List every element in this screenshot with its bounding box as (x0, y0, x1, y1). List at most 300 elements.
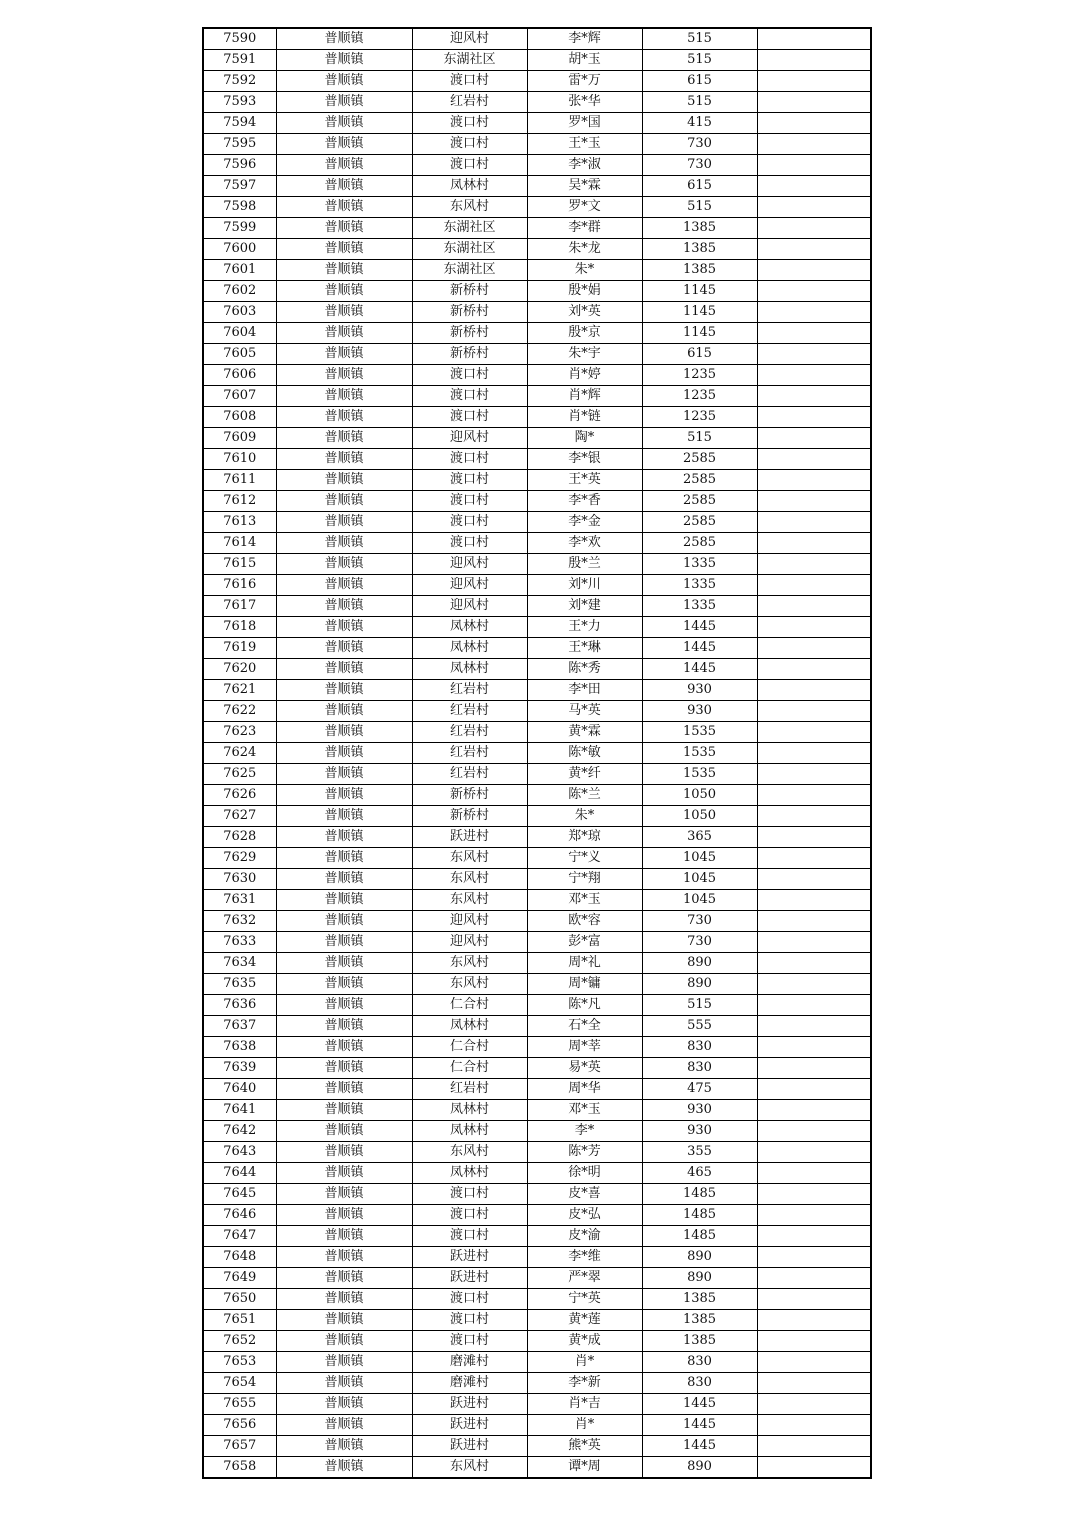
table-row (203, 722, 871, 743)
row-number-cell: 7653 (203, 1352, 276, 1373)
amount-cell: 1385 (642, 218, 757, 239)
name-cell: 皮*喜 (527, 1184, 642, 1205)
row-number-cell: 7612 (203, 491, 276, 512)
town-cell: 普顺镇 (276, 890, 412, 911)
table-row (203, 1394, 871, 1415)
village-cell: 东风村 (412, 953, 527, 974)
table-row (203, 92, 871, 113)
table-row (203, 827, 871, 848)
row-number-cell: 7640 (203, 1079, 276, 1100)
remark-cell (757, 428, 871, 449)
amount-cell: 830 (642, 1037, 757, 1058)
town-cell: 普顺镇 (276, 1226, 412, 1247)
remark-cell (757, 155, 871, 176)
remark-cell (757, 974, 871, 995)
town-cell: 普顺镇 (276, 596, 412, 617)
amount-cell: 465 (642, 1163, 757, 1184)
town-cell: 普顺镇 (276, 680, 412, 701)
village-cell: 跃进村 (412, 827, 527, 848)
town-cell: 普顺镇 (276, 323, 412, 344)
village-cell: 跃进村 (412, 1436, 527, 1457)
table-row (203, 1289, 871, 1310)
row-number-cell: 7631 (203, 890, 276, 911)
row-number-cell: 7618 (203, 617, 276, 638)
town-cell: 普顺镇 (276, 1247, 412, 1268)
name-cell: 欧*容 (527, 911, 642, 932)
remark-cell (757, 806, 871, 827)
row-number-cell: 7637 (203, 1016, 276, 1037)
town-cell: 普顺镇 (276, 50, 412, 71)
name-cell: 李*淑 (527, 155, 642, 176)
town-cell: 普顺镇 (276, 260, 412, 281)
remark-cell (757, 302, 871, 323)
name-cell: 肖*婷 (527, 365, 642, 386)
name-cell: 张*华 (527, 92, 642, 113)
name-cell: 朱*宇 (527, 344, 642, 365)
row-number-cell: 7646 (203, 1205, 276, 1226)
amount-cell: 1335 (642, 596, 757, 617)
remark-cell (757, 1331, 871, 1352)
table-row (203, 449, 871, 470)
row-number-cell: 7634 (203, 953, 276, 974)
name-cell: 黄*莲 (527, 1310, 642, 1331)
row-number-cell: 7636 (203, 995, 276, 1016)
row-number-cell: 7602 (203, 281, 276, 302)
amount-cell: 515 (642, 92, 757, 113)
village-cell: 迎风村 (412, 554, 527, 575)
name-cell: 朱*龙 (527, 239, 642, 260)
name-cell: 李*新 (527, 1373, 642, 1394)
row-number-cell: 7638 (203, 1037, 276, 1058)
amount-cell: 830 (642, 1058, 757, 1079)
row-number-cell: 7597 (203, 176, 276, 197)
remark-cell (757, 890, 871, 911)
table-row (203, 407, 871, 428)
village-cell: 渡口村 (412, 386, 527, 407)
name-cell: 周*莘 (527, 1037, 642, 1058)
village-cell: 东风村 (412, 869, 527, 890)
table-row (203, 617, 871, 638)
remark-cell (757, 281, 871, 302)
table-row (203, 1100, 871, 1121)
remark-cell (757, 1247, 871, 1268)
name-cell: 吴*霖 (527, 176, 642, 197)
village-cell: 渡口村 (412, 491, 527, 512)
amount-cell: 1535 (642, 743, 757, 764)
name-cell: 罗*文 (527, 197, 642, 218)
amount-cell: 1445 (642, 1415, 757, 1436)
amount-cell: 1385 (642, 1310, 757, 1331)
town-cell: 普顺镇 (276, 1037, 412, 1058)
amount-cell: 890 (642, 974, 757, 995)
village-cell: 凤林村 (412, 1121, 527, 1142)
amount-cell: 2585 (642, 491, 757, 512)
village-cell: 渡口村 (412, 449, 527, 470)
table-row (203, 323, 871, 344)
roster-table-body (203, 28, 871, 1478)
village-cell: 渡口村 (412, 1310, 527, 1331)
village-cell: 红岩村 (412, 92, 527, 113)
remark-cell (757, 575, 871, 596)
row-number-cell: 7657 (203, 1436, 276, 1457)
amount-cell: 1445 (642, 617, 757, 638)
name-cell: 易*英 (527, 1058, 642, 1079)
amount-cell: 2585 (642, 449, 757, 470)
village-cell: 东风村 (412, 848, 527, 869)
town-cell: 普顺镇 (276, 932, 412, 953)
village-cell: 东湖社区 (412, 239, 527, 260)
amount-cell: 365 (642, 827, 757, 848)
table-row (203, 890, 871, 911)
remark-cell (757, 701, 871, 722)
village-cell: 东风村 (412, 1457, 527, 1479)
name-cell: 徐*明 (527, 1163, 642, 1184)
table-row (203, 701, 871, 722)
row-number-cell: 7599 (203, 218, 276, 239)
village-cell: 迎风村 (412, 596, 527, 617)
row-number-cell: 7613 (203, 512, 276, 533)
remark-cell (757, 1436, 871, 1457)
remark-cell (757, 1205, 871, 1226)
table-row (203, 71, 871, 92)
village-cell: 东风村 (412, 890, 527, 911)
remark-cell (757, 743, 871, 764)
town-cell: 普顺镇 (276, 28, 412, 50)
row-number-cell: 7648 (203, 1247, 276, 1268)
village-cell: 新桥村 (412, 323, 527, 344)
amount-cell: 730 (642, 155, 757, 176)
town-cell: 普顺镇 (276, 743, 412, 764)
town-cell: 普顺镇 (276, 113, 412, 134)
town-cell: 普顺镇 (276, 617, 412, 638)
amount-cell: 890 (642, 1247, 757, 1268)
name-cell: 陈*芳 (527, 1142, 642, 1163)
remark-cell (757, 617, 871, 638)
name-cell: 刘*川 (527, 575, 642, 596)
remark-cell (757, 659, 871, 680)
remark-cell (757, 1394, 871, 1415)
town-cell: 普顺镇 (276, 533, 412, 554)
name-cell: 王*英 (527, 470, 642, 491)
village-cell: 东湖社区 (412, 260, 527, 281)
row-number-cell: 7625 (203, 764, 276, 785)
table-row (203, 554, 871, 575)
town-cell: 普顺镇 (276, 155, 412, 176)
name-cell: 马*英 (527, 701, 642, 722)
remark-cell (757, 449, 871, 470)
village-cell: 东湖社区 (412, 218, 527, 239)
row-number-cell: 7655 (203, 1394, 276, 1415)
town-cell: 普顺镇 (276, 344, 412, 365)
amount-cell: 615 (642, 71, 757, 92)
village-cell: 红岩村 (412, 743, 527, 764)
village-cell: 渡口村 (412, 470, 527, 491)
town-cell: 普顺镇 (276, 1457, 412, 1479)
table-row (203, 995, 871, 1016)
amount-cell: 930 (642, 701, 757, 722)
table-row (203, 1058, 871, 1079)
name-cell: 肖*辉 (527, 386, 642, 407)
table-row (203, 575, 871, 596)
table-row (203, 764, 871, 785)
village-cell: 仁合村 (412, 995, 527, 1016)
remark-cell (757, 1121, 871, 1142)
table-row (203, 386, 871, 407)
table-row (203, 911, 871, 932)
remark-cell (757, 1058, 871, 1079)
village-cell: 新桥村 (412, 281, 527, 302)
remark-cell (757, 1100, 871, 1121)
row-number-cell: 7622 (203, 701, 276, 722)
name-cell: 殷*京 (527, 323, 642, 344)
village-cell: 凤林村 (412, 638, 527, 659)
amount-cell: 1535 (642, 764, 757, 785)
name-cell: 王*玉 (527, 134, 642, 155)
village-cell: 新桥村 (412, 344, 527, 365)
town-cell: 普顺镇 (276, 575, 412, 596)
row-number-cell: 7649 (203, 1268, 276, 1289)
row-number-cell: 7639 (203, 1058, 276, 1079)
remark-cell (757, 197, 871, 218)
remark-cell (757, 764, 871, 785)
town-cell: 普顺镇 (276, 1142, 412, 1163)
table-row (203, 1436, 871, 1457)
village-cell: 渡口村 (412, 71, 527, 92)
table-row (203, 260, 871, 281)
remark-cell (757, 386, 871, 407)
amount-cell: 515 (642, 428, 757, 449)
table-row (203, 1415, 871, 1436)
village-cell: 新桥村 (412, 806, 527, 827)
row-number-cell: 7641 (203, 1100, 276, 1121)
row-number-cell: 7630 (203, 869, 276, 890)
remark-cell (757, 1037, 871, 1058)
remark-cell (757, 533, 871, 554)
table-row (203, 596, 871, 617)
remark-cell (757, 365, 871, 386)
amount-cell: 1050 (642, 806, 757, 827)
amount-cell: 1445 (642, 1436, 757, 1457)
name-cell: 邓*玉 (527, 890, 642, 911)
village-cell: 渡口村 (412, 365, 527, 386)
name-cell: 周*礼 (527, 953, 642, 974)
amount-cell: 1045 (642, 848, 757, 869)
town-cell: 普顺镇 (276, 281, 412, 302)
village-cell: 凤林村 (412, 617, 527, 638)
remark-cell (757, 71, 871, 92)
name-cell: 殷*娟 (527, 281, 642, 302)
name-cell: 谭*周 (527, 1457, 642, 1479)
table-row (203, 1457, 871, 1479)
table-row (203, 869, 871, 890)
amount-cell: 555 (642, 1016, 757, 1037)
table-row (203, 1373, 871, 1394)
remark-cell (757, 407, 871, 428)
row-number-cell: 7627 (203, 806, 276, 827)
remark-cell (757, 176, 871, 197)
town-cell: 普顺镇 (276, 470, 412, 491)
town-cell: 普顺镇 (276, 302, 412, 323)
amount-cell: 1235 (642, 407, 757, 428)
row-number-cell: 7652 (203, 1331, 276, 1352)
town-cell: 普顺镇 (276, 365, 412, 386)
village-cell: 凤林村 (412, 176, 527, 197)
name-cell: 胡*玉 (527, 50, 642, 71)
town-cell: 普顺镇 (276, 722, 412, 743)
village-cell: 东风村 (412, 197, 527, 218)
village-cell: 仁合村 (412, 1058, 527, 1079)
table-row (203, 932, 871, 953)
row-number-cell: 7590 (203, 28, 276, 50)
row-number-cell: 7605 (203, 344, 276, 365)
row-number-cell: 7619 (203, 638, 276, 659)
roster-table (202, 27, 872, 1479)
village-cell: 红岩村 (412, 1079, 527, 1100)
town-cell: 普顺镇 (276, 449, 412, 470)
table-row (203, 491, 871, 512)
village-cell: 迎风村 (412, 28, 527, 50)
remark-cell (757, 512, 871, 533)
town-cell: 普顺镇 (276, 659, 412, 680)
town-cell: 普顺镇 (276, 848, 412, 869)
table-row (203, 50, 871, 71)
town-cell: 普顺镇 (276, 491, 412, 512)
name-cell: 刘*英 (527, 302, 642, 323)
name-cell: 石*全 (527, 1016, 642, 1037)
name-cell: 李*辉 (527, 28, 642, 50)
town-cell: 普顺镇 (276, 806, 412, 827)
name-cell: 李*银 (527, 449, 642, 470)
town-cell: 普顺镇 (276, 239, 412, 260)
village-cell: 迎风村 (412, 911, 527, 932)
table-row (203, 470, 871, 491)
village-cell: 迎风村 (412, 932, 527, 953)
amount-cell: 1445 (642, 638, 757, 659)
table-row (203, 1310, 871, 1331)
village-cell: 渡口村 (412, 407, 527, 428)
table-row (203, 28, 871, 50)
row-number-cell: 7615 (203, 554, 276, 575)
town-cell: 普顺镇 (276, 1058, 412, 1079)
village-cell: 新桥村 (412, 302, 527, 323)
amount-cell: 515 (642, 28, 757, 50)
amount-cell: 1235 (642, 365, 757, 386)
amount-cell: 1445 (642, 659, 757, 680)
town-cell: 普顺镇 (276, 1394, 412, 1415)
table-row (203, 281, 871, 302)
village-cell: 渡口村 (412, 113, 527, 134)
row-number-cell: 7632 (203, 911, 276, 932)
name-cell: 肖*吉 (527, 1394, 642, 1415)
village-cell: 红岩村 (412, 680, 527, 701)
name-cell: 周*镛 (527, 974, 642, 995)
remark-cell (757, 932, 871, 953)
name-cell: 肖* (527, 1415, 642, 1436)
village-cell: 渡口村 (412, 134, 527, 155)
table-row (203, 1352, 871, 1373)
amount-cell: 2585 (642, 533, 757, 554)
village-cell: 渡口村 (412, 1331, 527, 1352)
table-row (203, 806, 871, 827)
remark-cell (757, 1352, 871, 1373)
remark-cell (757, 869, 871, 890)
name-cell: 郑*琼 (527, 827, 642, 848)
village-cell: 凤林村 (412, 1016, 527, 1037)
town-cell: 普顺镇 (276, 974, 412, 995)
remark-cell (757, 638, 871, 659)
town-cell: 普顺镇 (276, 176, 412, 197)
town-cell: 普顺镇 (276, 134, 412, 155)
town-cell: 普顺镇 (276, 1415, 412, 1436)
row-number-cell: 7609 (203, 428, 276, 449)
town-cell: 普顺镇 (276, 827, 412, 848)
town-cell: 普顺镇 (276, 1331, 412, 1352)
name-cell: 皮*渝 (527, 1226, 642, 1247)
village-cell: 渡口村 (412, 1289, 527, 1310)
amount-cell: 2585 (642, 512, 757, 533)
name-cell: 朱* (527, 260, 642, 281)
name-cell: 严*翠 (527, 1268, 642, 1289)
town-cell: 普顺镇 (276, 1268, 412, 1289)
amount-cell: 890 (642, 1268, 757, 1289)
village-cell: 磨滩村 (412, 1373, 527, 1394)
name-cell: 殷*兰 (527, 554, 642, 575)
row-number-cell: 7594 (203, 113, 276, 134)
row-number-cell: 7591 (203, 50, 276, 71)
village-cell: 跃进村 (412, 1415, 527, 1436)
row-number-cell: 7611 (203, 470, 276, 491)
name-cell: 朱* (527, 806, 642, 827)
row-number-cell: 7607 (203, 386, 276, 407)
table-row (203, 218, 871, 239)
amount-cell: 930 (642, 1121, 757, 1142)
name-cell: 李*香 (527, 491, 642, 512)
town-cell: 普顺镇 (276, 1079, 412, 1100)
name-cell: 宁*英 (527, 1289, 642, 1310)
remark-cell (757, 554, 871, 575)
village-cell: 渡口村 (412, 512, 527, 533)
remark-cell (757, 470, 871, 491)
remark-cell (757, 953, 871, 974)
name-cell: 陈*兰 (527, 785, 642, 806)
row-number-cell: 7604 (203, 323, 276, 344)
name-cell: 肖* (527, 1352, 642, 1373)
amount-cell: 930 (642, 1100, 757, 1121)
village-cell: 跃进村 (412, 1268, 527, 1289)
village-cell: 东风村 (412, 1142, 527, 1163)
village-cell: 渡口村 (412, 533, 527, 554)
amount-cell: 515 (642, 50, 757, 71)
row-number-cell: 7593 (203, 92, 276, 113)
town-cell: 普顺镇 (276, 197, 412, 218)
table-row (203, 680, 871, 701)
row-number-cell: 7608 (203, 407, 276, 428)
row-number-cell: 7654 (203, 1373, 276, 1394)
table-row (203, 1037, 871, 1058)
amount-cell: 1045 (642, 890, 757, 911)
remark-cell (757, 722, 871, 743)
remark-cell (757, 1226, 871, 1247)
town-cell: 普顺镇 (276, 386, 412, 407)
remark-cell (757, 1415, 871, 1436)
name-cell: 陶* (527, 428, 642, 449)
village-cell: 渡口村 (412, 1184, 527, 1205)
row-number-cell: 7628 (203, 827, 276, 848)
remark-cell (757, 218, 871, 239)
amount-cell: 1050 (642, 785, 757, 806)
village-cell: 渡口村 (412, 1205, 527, 1226)
row-number-cell: 7645 (203, 1184, 276, 1205)
